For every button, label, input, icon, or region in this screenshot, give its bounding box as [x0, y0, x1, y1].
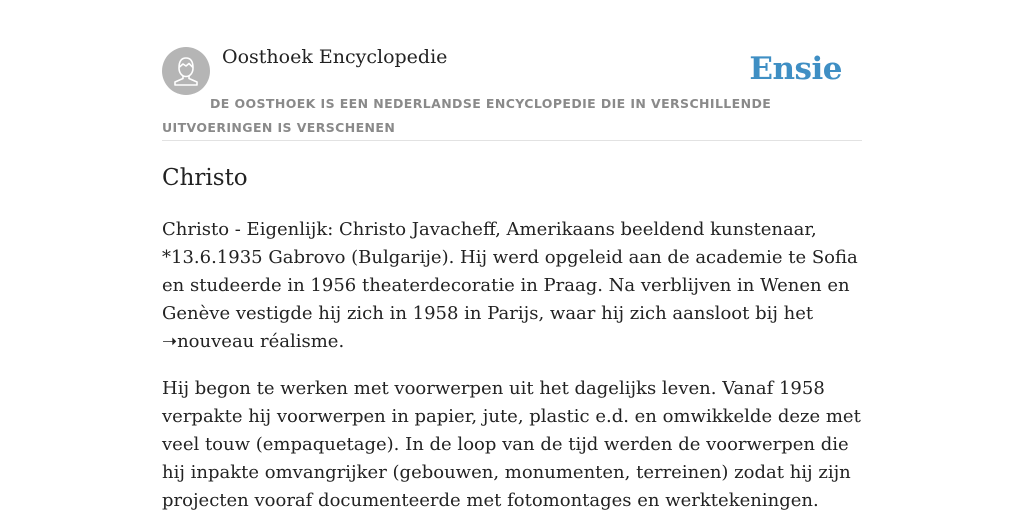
paragraph-text-end: .: [338, 331, 345, 352]
source-name[interactable]: Oosthoek Encyclopedie: [222, 46, 448, 68]
article-title: Christo: [162, 165, 248, 191]
article-paragraph: [162, 216, 862, 356]
ensie-logo[interactable]: Ensie: [749, 51, 842, 87]
source-header: [162, 44, 862, 141]
user-silhouette-icon[interactable]: [162, 47, 210, 95]
cross-reference-arrow-icon: ➝: [162, 331, 178, 352]
cross-reference-link[interactable]: nouveau réalisme: [177, 331, 339, 352]
paragraph-text: Christo - Eigenlijk: Christo Javacheff, Amerikaans beeldend kunstenaar, *13.6.1935 Gabrovo (Bulgarije). Hij werd opgeleid aan de academie te Sofia en studeerde in 1956 theaterdecoratie in Praag. Na verblijven in Wenen en Genève vestigde hij zich in 1958 in Parijs, waar hij zich aansloot bij het: [162, 219, 858, 324]
source-description: DE OOSTHOEK IS EEN NEDERLANDSE ENCYCLOPEDIE DIE IN VERSCHILLENDE UITVOERINGEN IS VERSCHENEN: [162, 96, 772, 135]
article: [162, 160, 862, 515]
article-paragraph: Hij begon te werken met voorwerpen uit het dagelijks leven. Vanaf 1958 verpakte hij voorwerpen in papier, jute, plastic e.d. en omwikkelde deze met veel touw (empaquetage). In de loop van de tijd werden de voorwerpen die hij inpakte omvangrijker (gebouwen, monumenten, terreinen) zodat hij zijn projecten vooraf documenteerde met fotomontages en werktekeningen.: [162, 378, 861, 511]
